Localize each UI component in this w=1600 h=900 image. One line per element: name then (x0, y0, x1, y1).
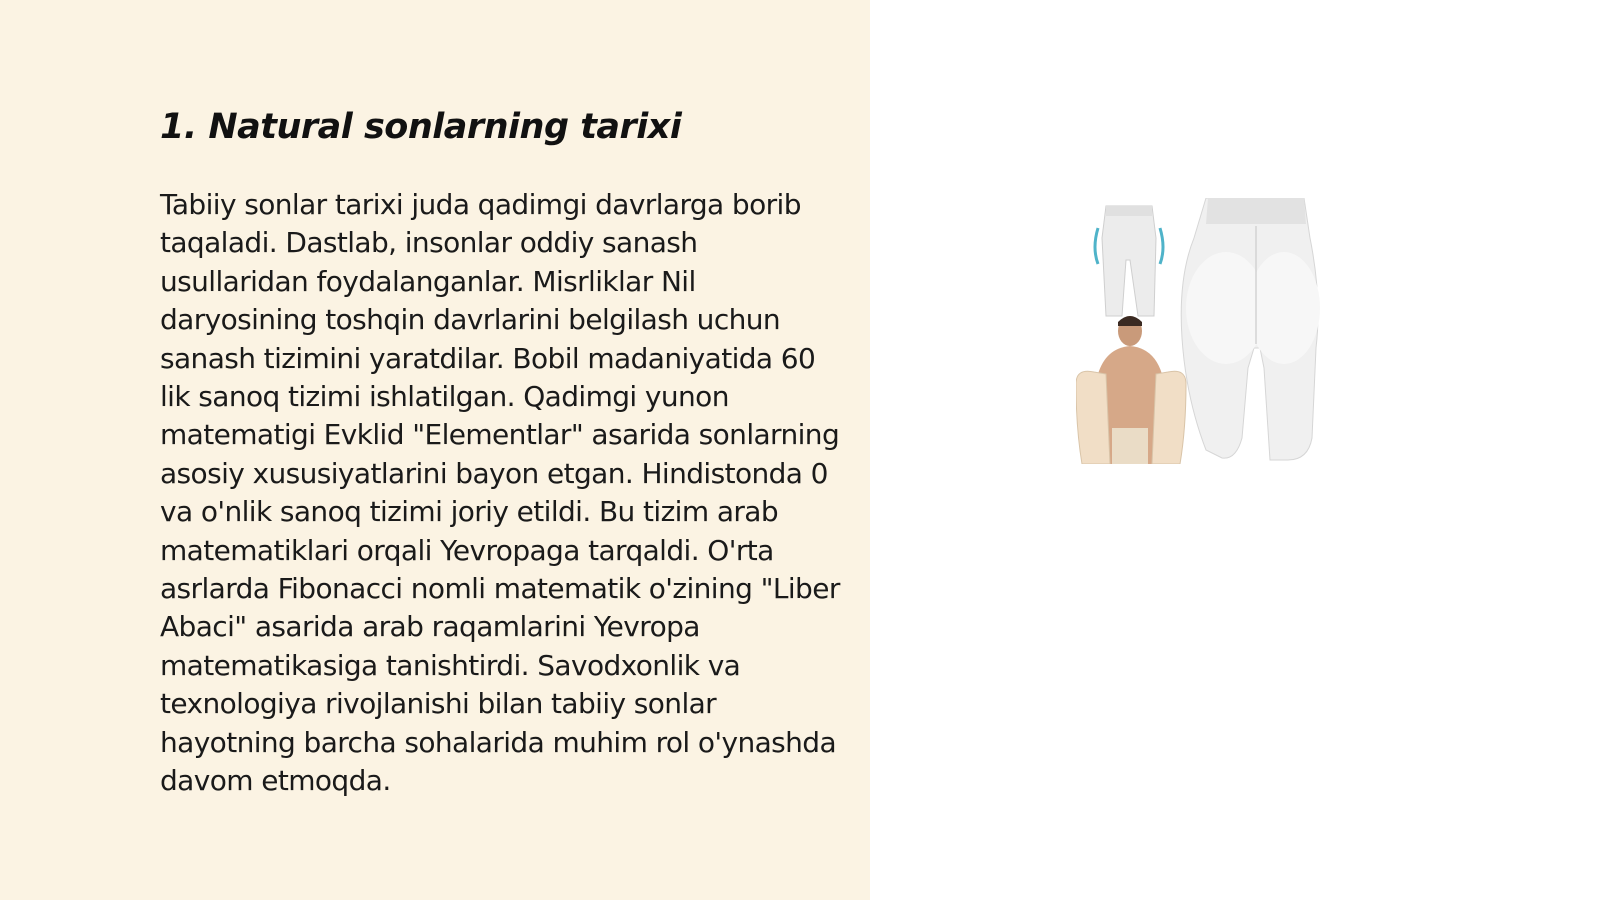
large-shorts-image (1181, 198, 1320, 460)
small-shorts-image (1095, 206, 1163, 316)
man-with-pads-image (1076, 316, 1186, 464)
slide-body-text: Tabiiy sonlar tarixi juda qadimgi davrlarga borib taqaladi. Dastlab, insonlar oddiy sanash usullaridan foydalanganlar. Misrliklar Nil daryosining toshqin davrlarini belgilash uchun sanash tizimini yaratdilar. Bobil madaniyatida 60 lik sanoq tizimi ishlatilgan. Qadimgi yunon matematigi Evklid "Elementlar" asarida sonlarning asosiy xususiyatlarini bayon etgan. Hindistonda 0 va o'nlik sanoq tizimi joriy etildi. Bu tizim arab matematiklari orqali Yevropaga tarqaldi. O'rta asrlarda Fibonacci nomli matematik o'zining "Liber Abaci" asarida arab raqamlarini Yevropa matematikasiga tanishtirdi. Savodxonlik va texnologiya rivojlanishi bilan tabiiy sonlar hayotning barcha sohalarida muhim rol o'ynashda davom etmoqda. (160, 188, 840, 798)
product-photo (1076, 198, 1324, 464)
slide-title: 1. Natural sonlarning tarixi (160, 107, 682, 147)
